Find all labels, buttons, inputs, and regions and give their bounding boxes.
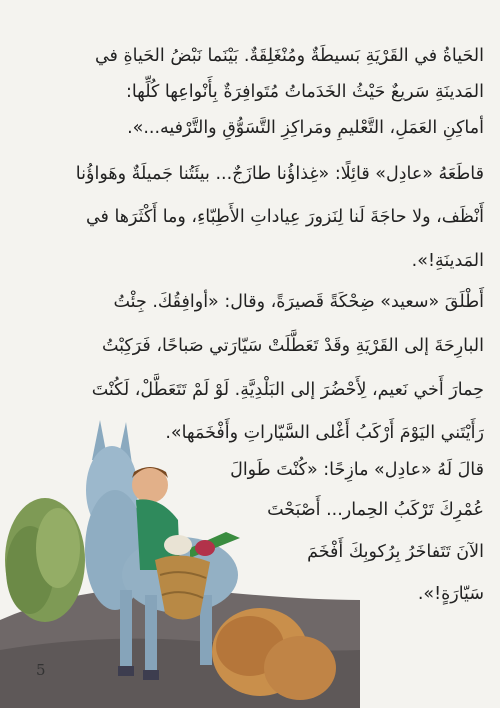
- text-line-8: البارِحَةَ إلى القَرْيَةِ وقَدْ تَعَطَّلَتْ سَيّارَتي صَباحًا، فَرَكِبْتُ: [101, 336, 484, 356]
- text-line-10: رَأَيْتَني اليَوْمَ أَرْكَبُ أَغْلى السَّيّاراتِ وأَفْخَمَها».: [165, 423, 484, 443]
- boy-on-donkey-illustration: [0, 400, 360, 708]
- text-line-4: قاطَعَهُ «عادِل» قائِلًا: «غِذاؤُنا طازَجٌ... بيئَتُنا جَميلَةٌ وهَواؤُنا: [75, 164, 484, 184]
- text-line-13: الآنَ تَتَفاخَرُ بِرُكوبِكَ أَفْخَمَ: [307, 542, 484, 562]
- boy: [132, 467, 180, 570]
- text-line-14: سَيّارَةٍ!».: [417, 584, 484, 604]
- text-line-5: أَنْظَف، ولا حاجَةَ لَنا لِنَزورَ عِياداتِ الأَطِبّاءِ، وما أَكْثَرَها في: [85, 207, 484, 227]
- text-line-12: عُمْرِكَ تَرْكَبُ الحِمار... أَصْبَحْتَ: [267, 500, 484, 520]
- page-number: 5: [36, 661, 46, 679]
- text-line-11: قالَ لَهُ «عادِل» مازِحًا: «كُنْتَ طَوالَ: [230, 460, 484, 480]
- bush: [5, 498, 85, 622]
- text-line-3: أماكِنِ العَمَلِ، التَّعْليمِ ومَراكِزِ التَّسَوُّقِ والتَّرْفيه...».: [127, 118, 484, 138]
- text-line-6: المَدينَةِ!».: [411, 251, 484, 271]
- text-line-2: المَدينَةِ سَريعٌ حَيْثُ الخَدَماتُ مُتَوافِرَةٌ بِأَنْواعِها كُلِّها:: [125, 82, 484, 102]
- text-line-7: أَطْلَقَ «سعيد» ضِحْكَةً قَصيرَةً، وقال: «أوافِقُكَ. جِئْتُ: [113, 292, 484, 312]
- text-line-9: حِمارَ أَخي نَعيم، لِأَحْضُرَ إلى البَلْدِيَّةِ. لَوْ لَمْ تَتَعَطَّلْ، لَكُنْتَ: [91, 380, 484, 400]
- text-line-1: الحَياةُ في القَرْيَةِ بَسيطَةٌ ومُنْغَلِقَةٌ. بَيْنَما نَبْضُ الحَياةِ في: [94, 46, 484, 66]
